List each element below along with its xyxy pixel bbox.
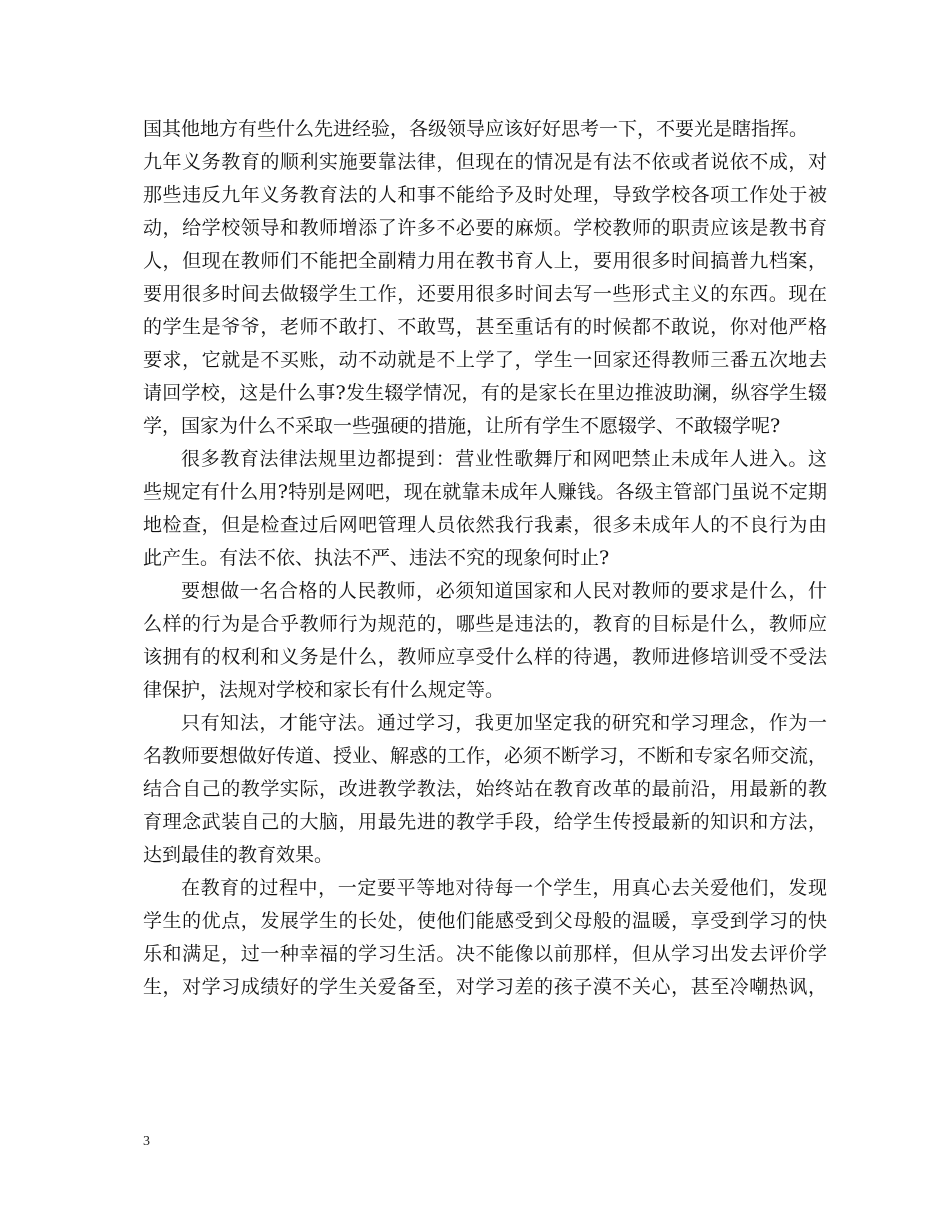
text-line: 么样的行为是合乎教师行为规范的，哪些是违法的，教育的目标是什么，教师应 (143, 613, 827, 635)
paragraph-first-line: 只有知法，才能守法。通过学习，我更加坚定我的研究和学习理念，作为一 (181, 712, 827, 734)
text-line: 学，国家为什么不采取一些强硬的措施，让所有学生不愿辍学、不敢辍学呢? (143, 415, 781, 437)
text-line: 要用很多时间去做辍学生工作，还要用很多时间去写一些形式主义的东西。现在 (143, 283, 827, 305)
text-line: 那些违反九年义务教育法的人和事不能给予及时处理，导致学校各项工作处于被 (143, 184, 827, 206)
text-line: 的学生是爷爷，老师不敢打、不敢骂，甚至重话有的时候都不敢说，你对他严格 (143, 316, 827, 338)
text-line: 九年义务教育的顺利实施要靠法律，但现在的情况是有法不依或者说依不成，对 (143, 151, 827, 173)
text-line: 国其他地方有些什么先进经验，各级领导应该好好思考一下，不要光是瞎指挥。 (143, 118, 809, 140)
page-number: 3 (143, 1134, 150, 1149)
text-line: 请回学校，这是什么事?发生辍学情况，有的是家长在里边推波助澜，纵容学生辍 (143, 382, 827, 404)
text-line: 学生的优点，发展学生的长处，使他们能感受到父母般的温暖，享受到学习的快 (143, 910, 827, 932)
text-line: 育理念武装自己的大脑，用最先进的教学手段，给学生传授最新的知识和方法， (143, 811, 827, 833)
text-line: 人，但现在教师们不能把全副精力用在教书育人上，要用很多时间搞普九档案， (143, 250, 827, 272)
text-line: 律保护，法规对学校和家长有什么规定等。 (143, 679, 505, 701)
text-line: 生，对学习成绩好的学生关爱备至，对学习差的孩子漠不关心，甚至冷嘲热讽， (143, 976, 827, 998)
text-line: 乐和满足，过一种幸福的学习生活。决不能像以前那样，但从学习出发去评价学 (143, 943, 827, 965)
paragraph-first-line: 要想做一名合格的人民教师，必须知道国家和人民对教师的要求是什么，什 (181, 580, 827, 602)
text-line: 该拥有的权利和义务是什么，教师应享受什么样的待遇，教师进修培训受不受法 (143, 646, 827, 668)
paragraph-first-line: 很多教育法律法规里边都提到：营业性歌舞厅和网吧禁止未成年人进入。这 (181, 448, 827, 470)
text-line: 要求，它就是不买账，动不动就是不上学了，学生一回家还得教师三番五次地去 (143, 349, 827, 371)
text-line: 动，给学校领导和教师增添了许多不必要的麻烦。学校教师的职责应该是教书育 (143, 217, 827, 239)
text-line: 地检查，但是检查过后网吧管理人员依然我行我素，很多未成年人的不良行为由 (143, 514, 827, 536)
text-line: 达到最佳的教育效果。 (143, 844, 334, 866)
text-line: 名教师要想做好传道、授业、解惑的工作，必须不断学习，不断和专家名师交流， (143, 745, 828, 767)
text-line: 此产生。有法不依、执法不严、违法不究的现象何时止? (143, 547, 610, 569)
text-line: 些规定有什么用?特别是网吧，现在就靠未成年人赚钱。各级主管部门虽说不定期 (143, 481, 827, 503)
paragraph-first-line: 在教育的过程中，一定要平等地对待每一个学生，用真心去关爱他们，发现 (181, 877, 827, 899)
body-text (143, 113, 827, 1004)
text-line: 结合自己的教学实际，改进教学教法，始终站在教育改革的最前沿，用最新的教 (143, 778, 827, 800)
